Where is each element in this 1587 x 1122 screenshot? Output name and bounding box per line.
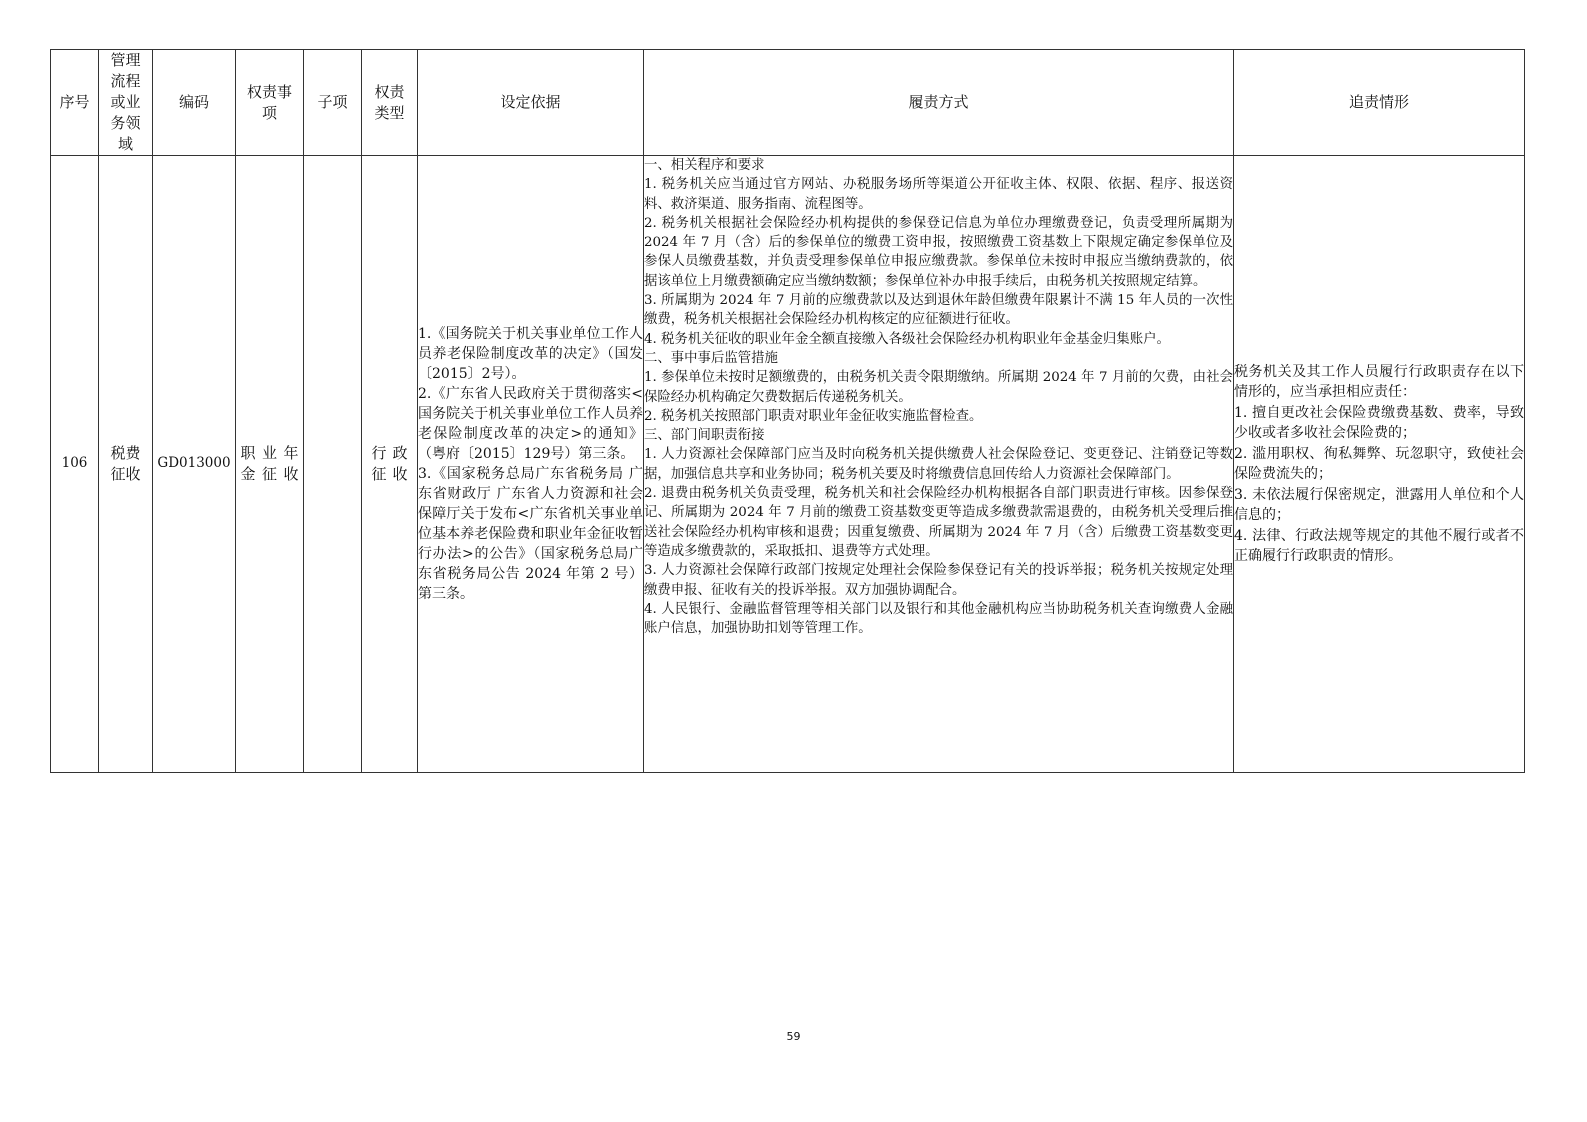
methods-heading: 三、部门间职责衔接 bbox=[644, 428, 765, 444]
methods-item: 3. 所属期为 2024 年 7 月前的应缴费款以及达到退休年龄但缴费年限累计不满 15 年人员的一次性缴费，税务机关根据社会保险经办机构核定的应征额进行征收。 bbox=[644, 293, 1233, 328]
header-type-text: 权责类型 bbox=[374, 82, 405, 122]
methods-heading: 一、相关程序和要求 bbox=[644, 158, 765, 173]
methods-item: 2. 退费由税务机关负责受理，税务机关和社会保险经办机构根据各自部门职责进行审核。因参保登记、所属期为 2024 年 7 月前的缴费工资基数变更等造成多缴费款需退费的，由税务机关受理后推送社会保险经办机构审核和退费；因重复缴费、所属期为 2024 年 7 月（含）后缴费工资基数变更等造成多缴费款的，采取抵扣、退费等方式处理。 bbox=[644, 486, 1233, 559]
cell-seq: 106 bbox=[51, 156, 99, 773]
cell-code: GD013000 bbox=[153, 156, 236, 773]
cell-domain bbox=[99, 156, 153, 773]
header-type bbox=[362, 50, 418, 156]
header-code: 编码 bbox=[153, 50, 236, 156]
header-accountability: 追责情形 bbox=[1234, 50, 1525, 156]
header-power bbox=[236, 50, 304, 156]
cell-domain-text: 税费征收 bbox=[110, 444, 141, 483]
header-row bbox=[51, 50, 1525, 156]
header-domain-text: 管理流程或业务领域 bbox=[110, 51, 141, 153]
cell-basis bbox=[418, 156, 644, 773]
methods-item: 2. 税务机关按照部门职责对职业年金征收实施监督检查。 bbox=[644, 408, 983, 424]
methods-item: 4. 税务机关征收的职业年金全额直接缴入各级社会保险经办机构职业年金基金归集账户。 bbox=[644, 331, 1170, 347]
methods-item: 3. 人力资源社会保障行政部门按规定处理社会保险参保登记有关的投诉举报；税务机关按规定处理缴费申报、征收有关的投诉举报。双方加强协调配合。 bbox=[644, 563, 1233, 598]
accountability-item: 2. 滥用职权、徇私舞弊、玩忽职守，致使社会保险费流失的； bbox=[1234, 445, 1524, 482]
accountability-item: 3. 未依法履行保密规定，泄露用人单位和个人信息的； bbox=[1234, 486, 1524, 523]
methods-item: 1. 参保单位未按时足额缴费的，由税务机关责令限期缴纳。所属期 2024 年 7 月前的欠费，由社会保险经办机构确定欠费数据后传递税务机关。 bbox=[644, 370, 1233, 405]
methods-item: 4. 人民银行、金融监督管理等相关部门以及银行和其他金融机构应当协助税务机关查询缴费人金融账户信息，加强协助扣划等管理工作。 bbox=[644, 601, 1233, 637]
accountability-item: 4. 法律、行政法规等规定的其他不履行或者不正确履行行政职责的情形。 bbox=[1234, 527, 1524, 564]
accountability-intro: 税务机关及其工作人员履行行政职责存在以下情形的，应当承担相应责任： bbox=[1234, 363, 1524, 400]
basis-item: 3.《国家税务总局广东省税务局 广东省财政厅 广东省人力资源和社会保障厅关于发布<广东省机关事业单位基本养老保险费和职业年金征收暂行办法>的公告》（国家税务总局广东省税务局公告 2024 年第 2 号） 第三条。 bbox=[418, 466, 643, 602]
basis-item: 2.《广东省人民政府关于贯彻落实<国务院关于机关事业单位工作人员养老保险制度改革的决定>的通知》（粤府〔2015〕129号）第三条。 bbox=[418, 386, 643, 462]
cell-type bbox=[362, 156, 418, 773]
methods-item: 2. 税务机关根据社会保险经办机构提供的参保登记信息为单位办理缴费登记，负责受理所属期为 2024 年 7 月（含）后的参保单位的缴费工资申报，按照缴费工资基数上下限规定确定参保单位及参保人员缴费基数，并负责受理参保单位申报应缴费款。参保单位未按时申报应当缴纳费款的，依据该单位上月缴费额确定应当缴纳数额；参保单位补办申报手续后，由税务机关按照规定结算。 bbox=[644, 215, 1233, 289]
methods-item: 1. 人力资源社会保障部门应当及时向税务机关提供缴费人社会保险登记、变更登记、注销登记等数据，加强信息共享和业务协同；税务机关要及时将缴费信息回传给人力资源社会保障部门。 bbox=[644, 447, 1233, 482]
cell-type-text: 行政征收 bbox=[371, 444, 408, 483]
cell-subitem bbox=[304, 156, 362, 773]
methods-item: 1. 税务机关应当通过官方网站、办税服务场所等渠道公开征收主体、权限、依据、程序、报送资料、救济渠道、服务指南、流程图等。 bbox=[644, 177, 1233, 212]
authority-table bbox=[50, 49, 1525, 773]
cell-accountability bbox=[1234, 156, 1525, 773]
methods-heading: 二、事中事后监管措施 bbox=[644, 350, 778, 366]
header-basis: 设定依据 bbox=[418, 50, 644, 156]
header-seq: 序号 bbox=[51, 50, 99, 156]
cell-methods bbox=[644, 156, 1234, 773]
page-number: 59 bbox=[786, 1030, 801, 1043]
accountability-item: 1. 擅自更改社会保险费缴费基数、费率，导致少收或者多收社会保险费的； bbox=[1234, 404, 1524, 441]
cell-power-text: 职业年金征收 bbox=[240, 444, 299, 483]
header-subitem: 子项 bbox=[304, 50, 362, 156]
table-row bbox=[51, 156, 1525, 773]
cell-power bbox=[236, 156, 304, 773]
header-methods: 履责方式 bbox=[644, 50, 1234, 156]
header-domain bbox=[99, 50, 153, 156]
basis-item: 1.《国务院关于机关事业单位工作人员养老保险制度改革的决定》（国发〔2015〕2号）。 bbox=[418, 326, 643, 382]
header-power-text: 权责事项 bbox=[246, 82, 292, 122]
